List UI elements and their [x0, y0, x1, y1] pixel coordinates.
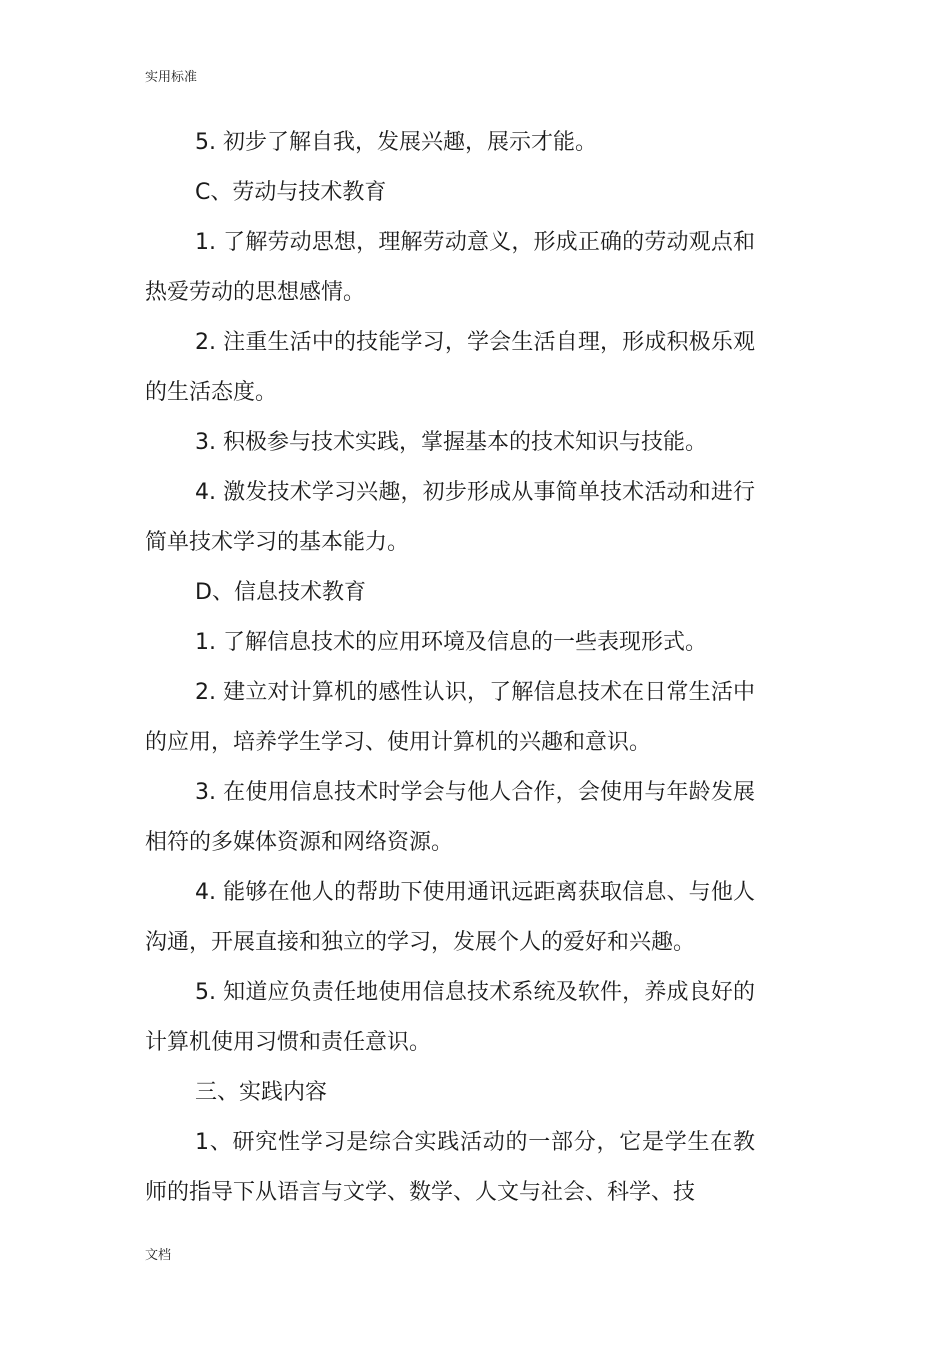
paragraph-labor-4: 4. 激发技术学习兴趣，初步形成从事简单技术活动和进行简单技术学习的基本能力。: [145, 480, 755, 555]
paragraph-item-5-self: 5. 初步了解自我，发展兴趣，展示才能。: [195, 130, 597, 155]
paragraph-info-1: 1. 了解信息技术的应用环境及信息的一些表现形式。: [195, 630, 707, 655]
paragraph-info-4: 4. 能够在他人的帮助下使用通讯远距离获取信息、与他人沟通，开展直接和独立的学习，发展个人的爱好和兴趣。: [145, 880, 755, 955]
section-heading-practice-content: 三、实践内容: [195, 1080, 328, 1105]
page-header: 实用标准: [145, 70, 198, 85]
section-heading-info-tech: D、信息技术教育: [195, 580, 366, 605]
paragraph-labor-3: 3. 积极参与技术实践，掌握基本的技术知识与技能。: [195, 430, 707, 455]
paragraph-info-2: 2. 建立对计算机的感性认识，了解信息技术在日常生活中的应用，培养学生学习、使用计算机的兴趣和意识。: [145, 680, 755, 755]
paragraph-info-3: 3. 在使用信息技术时学会与他人合作，会使用与年龄发展相符的多媒体资源和网络资源。: [145, 780, 755, 855]
paragraph-labor-1: 1. 了解劳动思想，理解劳动意义，形成正确的劳动观点和热爱劳动的思想感情。: [145, 230, 755, 305]
paragraph-labor-2: 2. 注重生活中的技能学习，学会生活自理，形成积极乐观的生活态度。: [145, 330, 755, 405]
section-heading-labor-tech: C、劳动与技术教育: [195, 180, 387, 205]
document-body: [145, 118, 755, 1218]
paragraph-info-5: 5. 知道应负责任地使用信息技术系统及软件，养成良好的计算机使用习惯和责任意识。: [145, 980, 755, 1055]
paragraph-practice-1: 1、研究性学习是综合实践活动的一部分，它是学生在教师的指导下从语言与文学、数学、人文与社会、科学、技: [145, 1130, 755, 1205]
page-footer: 文档: [145, 1248, 172, 1263]
